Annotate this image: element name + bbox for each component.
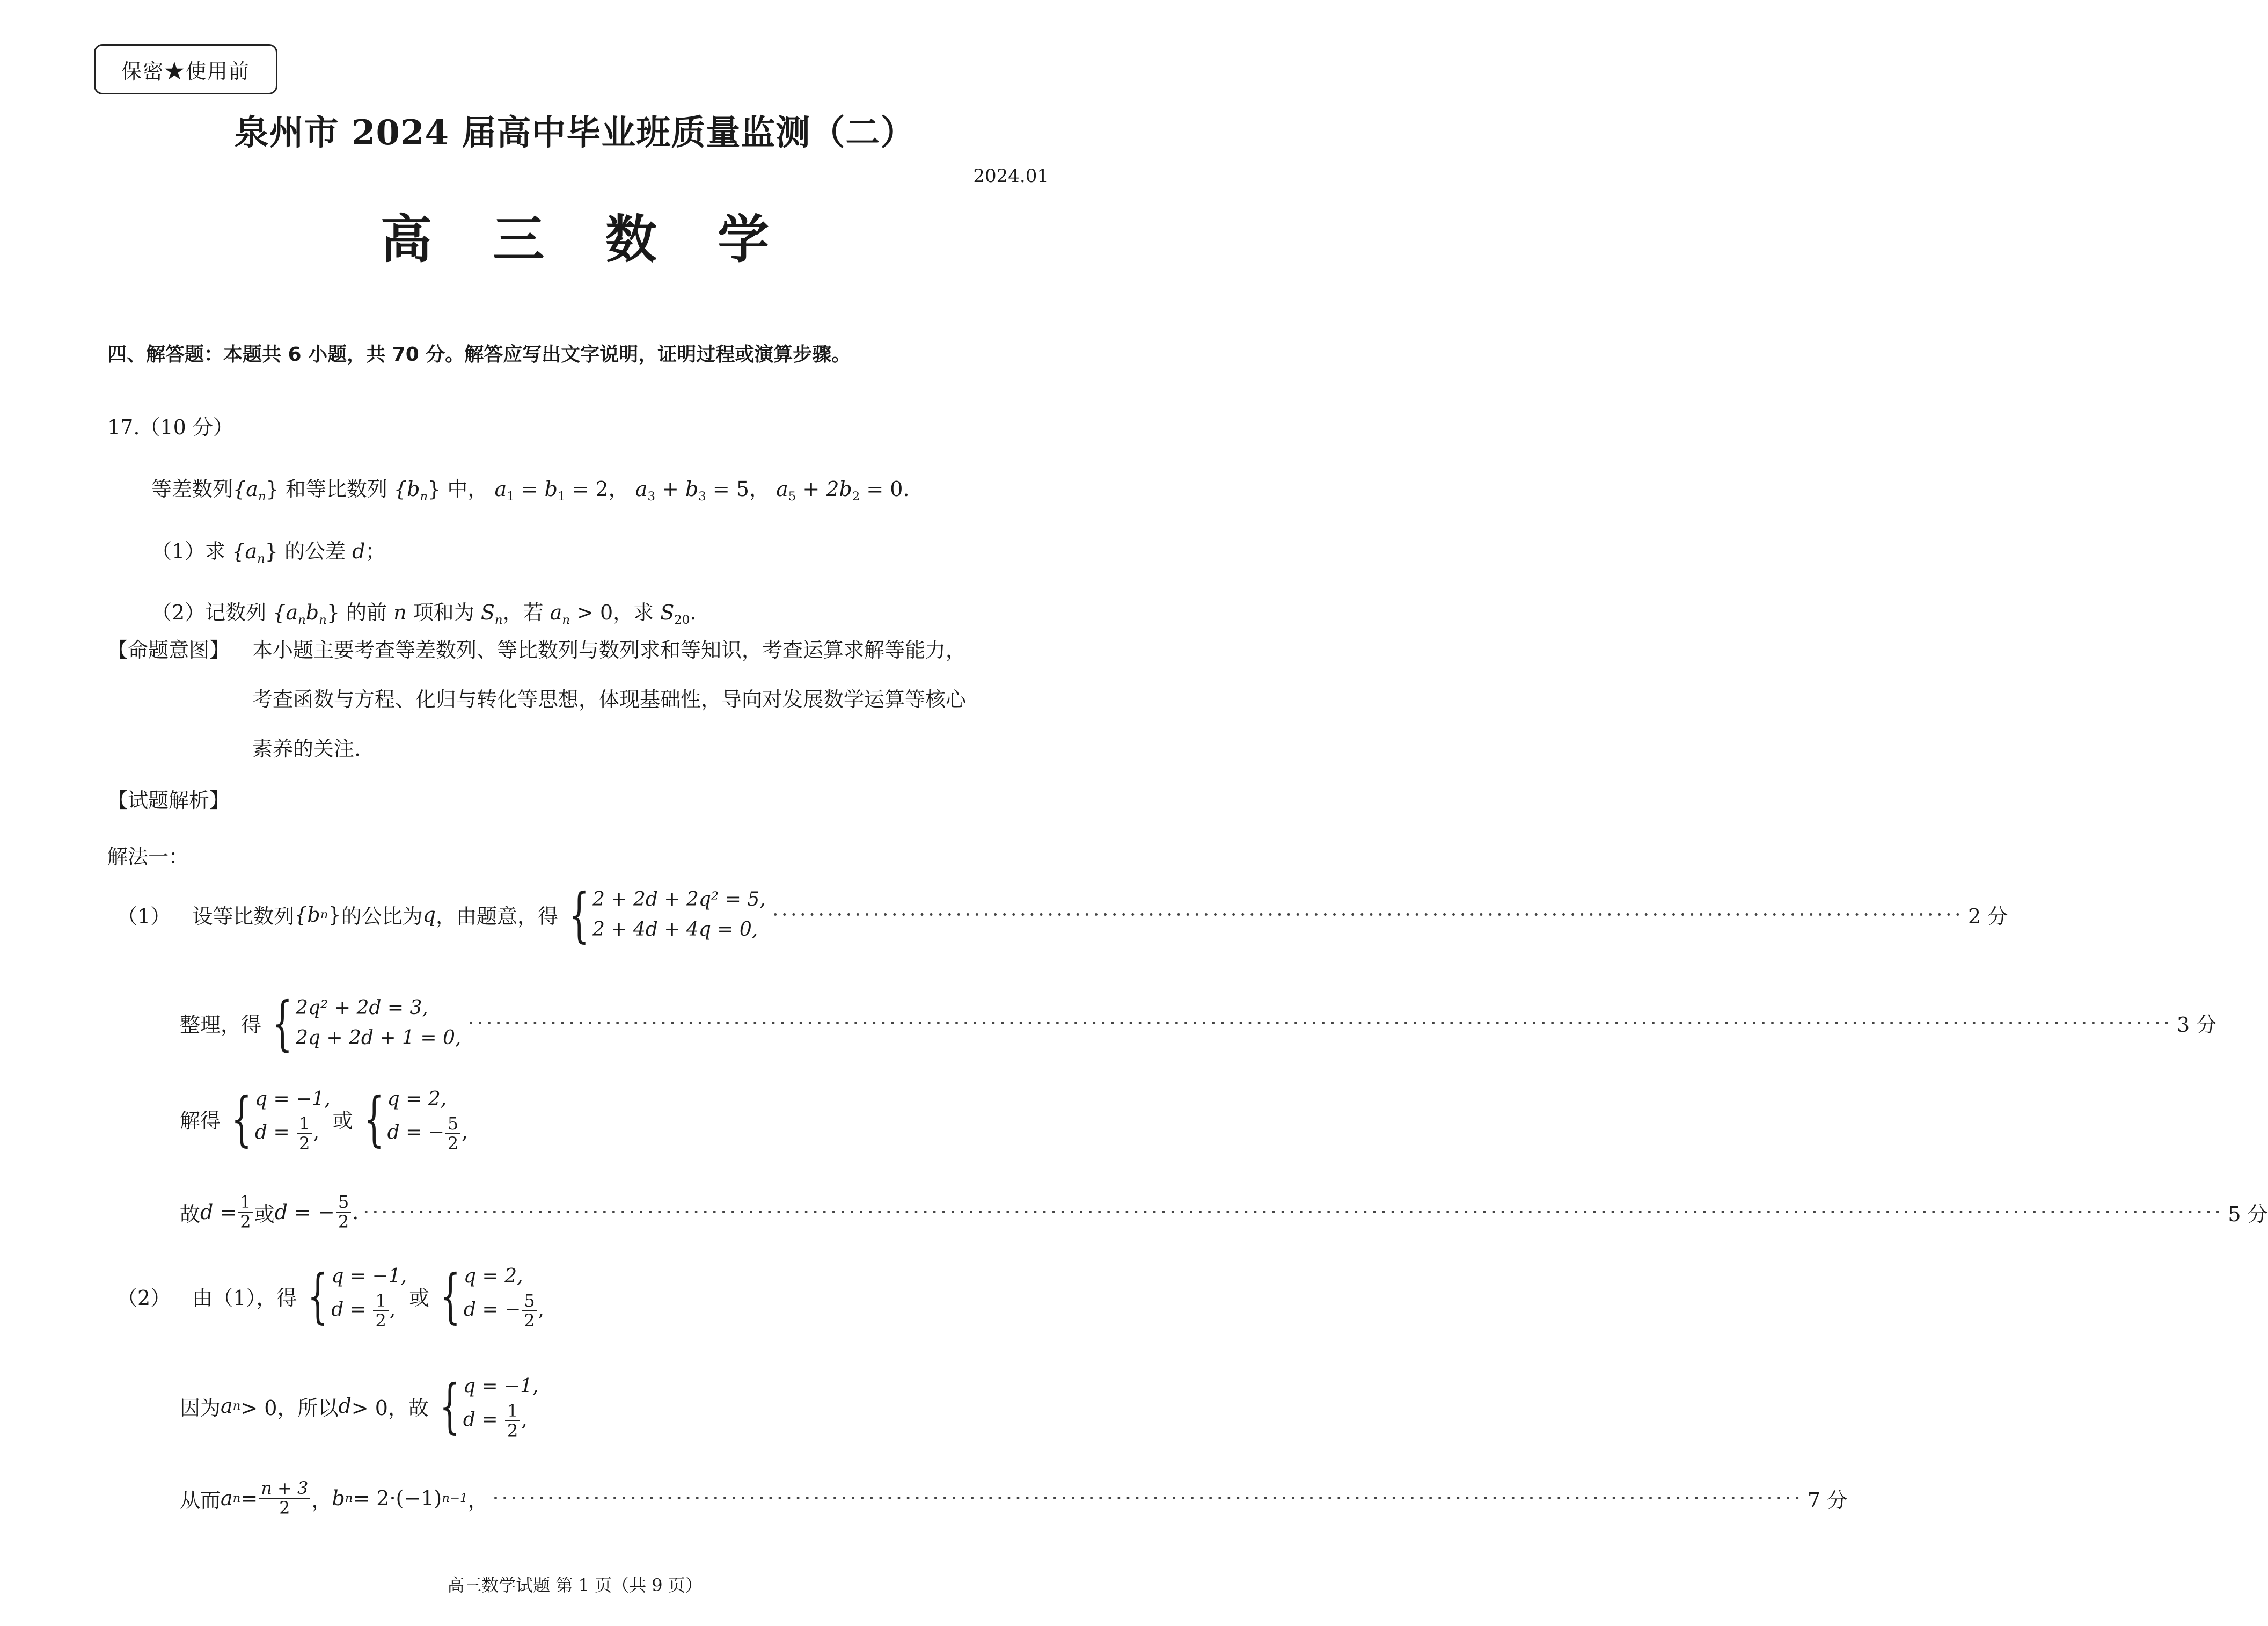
equation-system: { q = −1, d = $\frac{1}{2}$ ,: [231, 1084, 331, 1154]
page-footer: 高三数学试题 第 1 页（共 9 页）: [447, 1575, 703, 1595]
solution-1-simplify: 整理，得 { 2q² + 2d = 3, 2q + 2d + 1 = 0, ·························································································································································································· 3 分: [180, 988, 2217, 1058]
solution-2-line: （2） 由（1），得 { q = −1, d = $\frac{1}{2}$ , 或 { q = 2, d = − $\frac{5}{2}$ ,: [117, 1262, 545, 1331]
solution-2-formula: 从而 a n = $\frac{n + 3}{2}$ ， b n = 2·(−1) n−1 ， ··············································································································································· 7 分: [180, 1478, 1848, 1519]
intent-line-1: 本小题主要考查等差数列、等比数列与数列求和等知识，考查运算求解等能力，: [252, 638, 967, 662]
subject-title: 高 三 数 学: [380, 209, 791, 269]
analysis-label: 【试题解析】: [107, 789, 230, 812]
leader-dots: ··································································································································: [772, 902, 1964, 927]
exam-title: 泉州市 2024 届高中毕业班质量监测（二）: [234, 113, 916, 153]
leader-dots: ···········································································································································································································: [363, 1200, 2224, 1224]
question-number: 17.（10 分）: [107, 415, 233, 439]
exam-date: 2024.01: [973, 165, 1049, 187]
part-1: （1）求 $\{a_n\}$ 的公差 d；: [151, 539, 386, 566]
equation-system: { 2 + 2d + 2q² = 5, 2 + 4d + 4q = 0,: [568, 880, 766, 949]
equation-system: { q = 2, d = − $\frac{5}{2}$ ,: [440, 1262, 545, 1331]
leader-dots: ··························································································································································································: [467, 1011, 2173, 1035]
solution-2-condition: 因为 a n > 0，所以 d > 0，故 { q = −1, d = $\frac{1}{2}$ ,: [180, 1372, 539, 1441]
method-label: 解法一：: [107, 845, 189, 869]
equation-system: { 2q² + 2d = 3, 2q + 2d + 1 = 0,: [272, 988, 462, 1058]
solution-1-solve: 解得 { q = −1, d = $\frac{1}{2}$ , 或 { q = 2, d = − $\frac{5}{2}$ ,: [180, 1084, 468, 1154]
solution-1-result: 故 d = $\frac{1}{2}$ 或 d = − $\frac{5}{2}$ . ··········································································································································································································· 5 分: [180, 1192, 2268, 1233]
score-7: 7 分: [1807, 1488, 1848, 1512]
score-3: 3 分: [2177, 1013, 2217, 1037]
solution-1-line: （1） 设等比数列 {b n } 的公比为 q ，由题意，得 { 2 + 2d + 2q² = 5, 2 + 4d + 4q = 0, ·································································································································· 2 分: [117, 880, 2008, 949]
equation-system: { q = −1, d = $\frac{1}{2}$ ,: [308, 1262, 407, 1331]
question-stem: 等差数列$\{a_n\}$ 和等比数列 $\{b_n\}$ 中， $a_1 = b_1 = 2$， $a_3 + b_3 = 5$， $a_5 + 2b_2 = 0$.: [151, 477, 910, 504]
leader-dots: ···············································································································································: [492, 1486, 1803, 1511]
equation-system: { q = 2, d = − $\frac{5}{2}$ ,: [363, 1084, 468, 1154]
intent-line-2: 考查函数与方程、化归与转化等思想，体现基础性，导向对发展数学运算等核心: [252, 688, 967, 711]
confidential-stamp: 保密★使用前: [94, 44, 277, 94]
intent-text: [252, 625, 1057, 774]
intent-line-3: 素养的关注.: [252, 737, 361, 761]
intent-label: 【命题意图】: [107, 638, 230, 662]
part-2: （2）记数列 $\{a_nb_n\}$ 的前 n 项和为 $S_n$，若 $a_n > 0$，求 $S_{20}$.: [151, 601, 697, 627]
section-heading: 四、解答题：本题共 6 小题，共 70 分。解答应写出文字说明，证明过程或演算步骤。: [107, 344, 851, 366]
score-5: 5 分: [2228, 1202, 2268, 1226]
score-2: 2 分: [1967, 905, 2008, 929]
equation-system: { q = −1, d = $\frac{1}{2}$ ,: [439, 1372, 539, 1441]
